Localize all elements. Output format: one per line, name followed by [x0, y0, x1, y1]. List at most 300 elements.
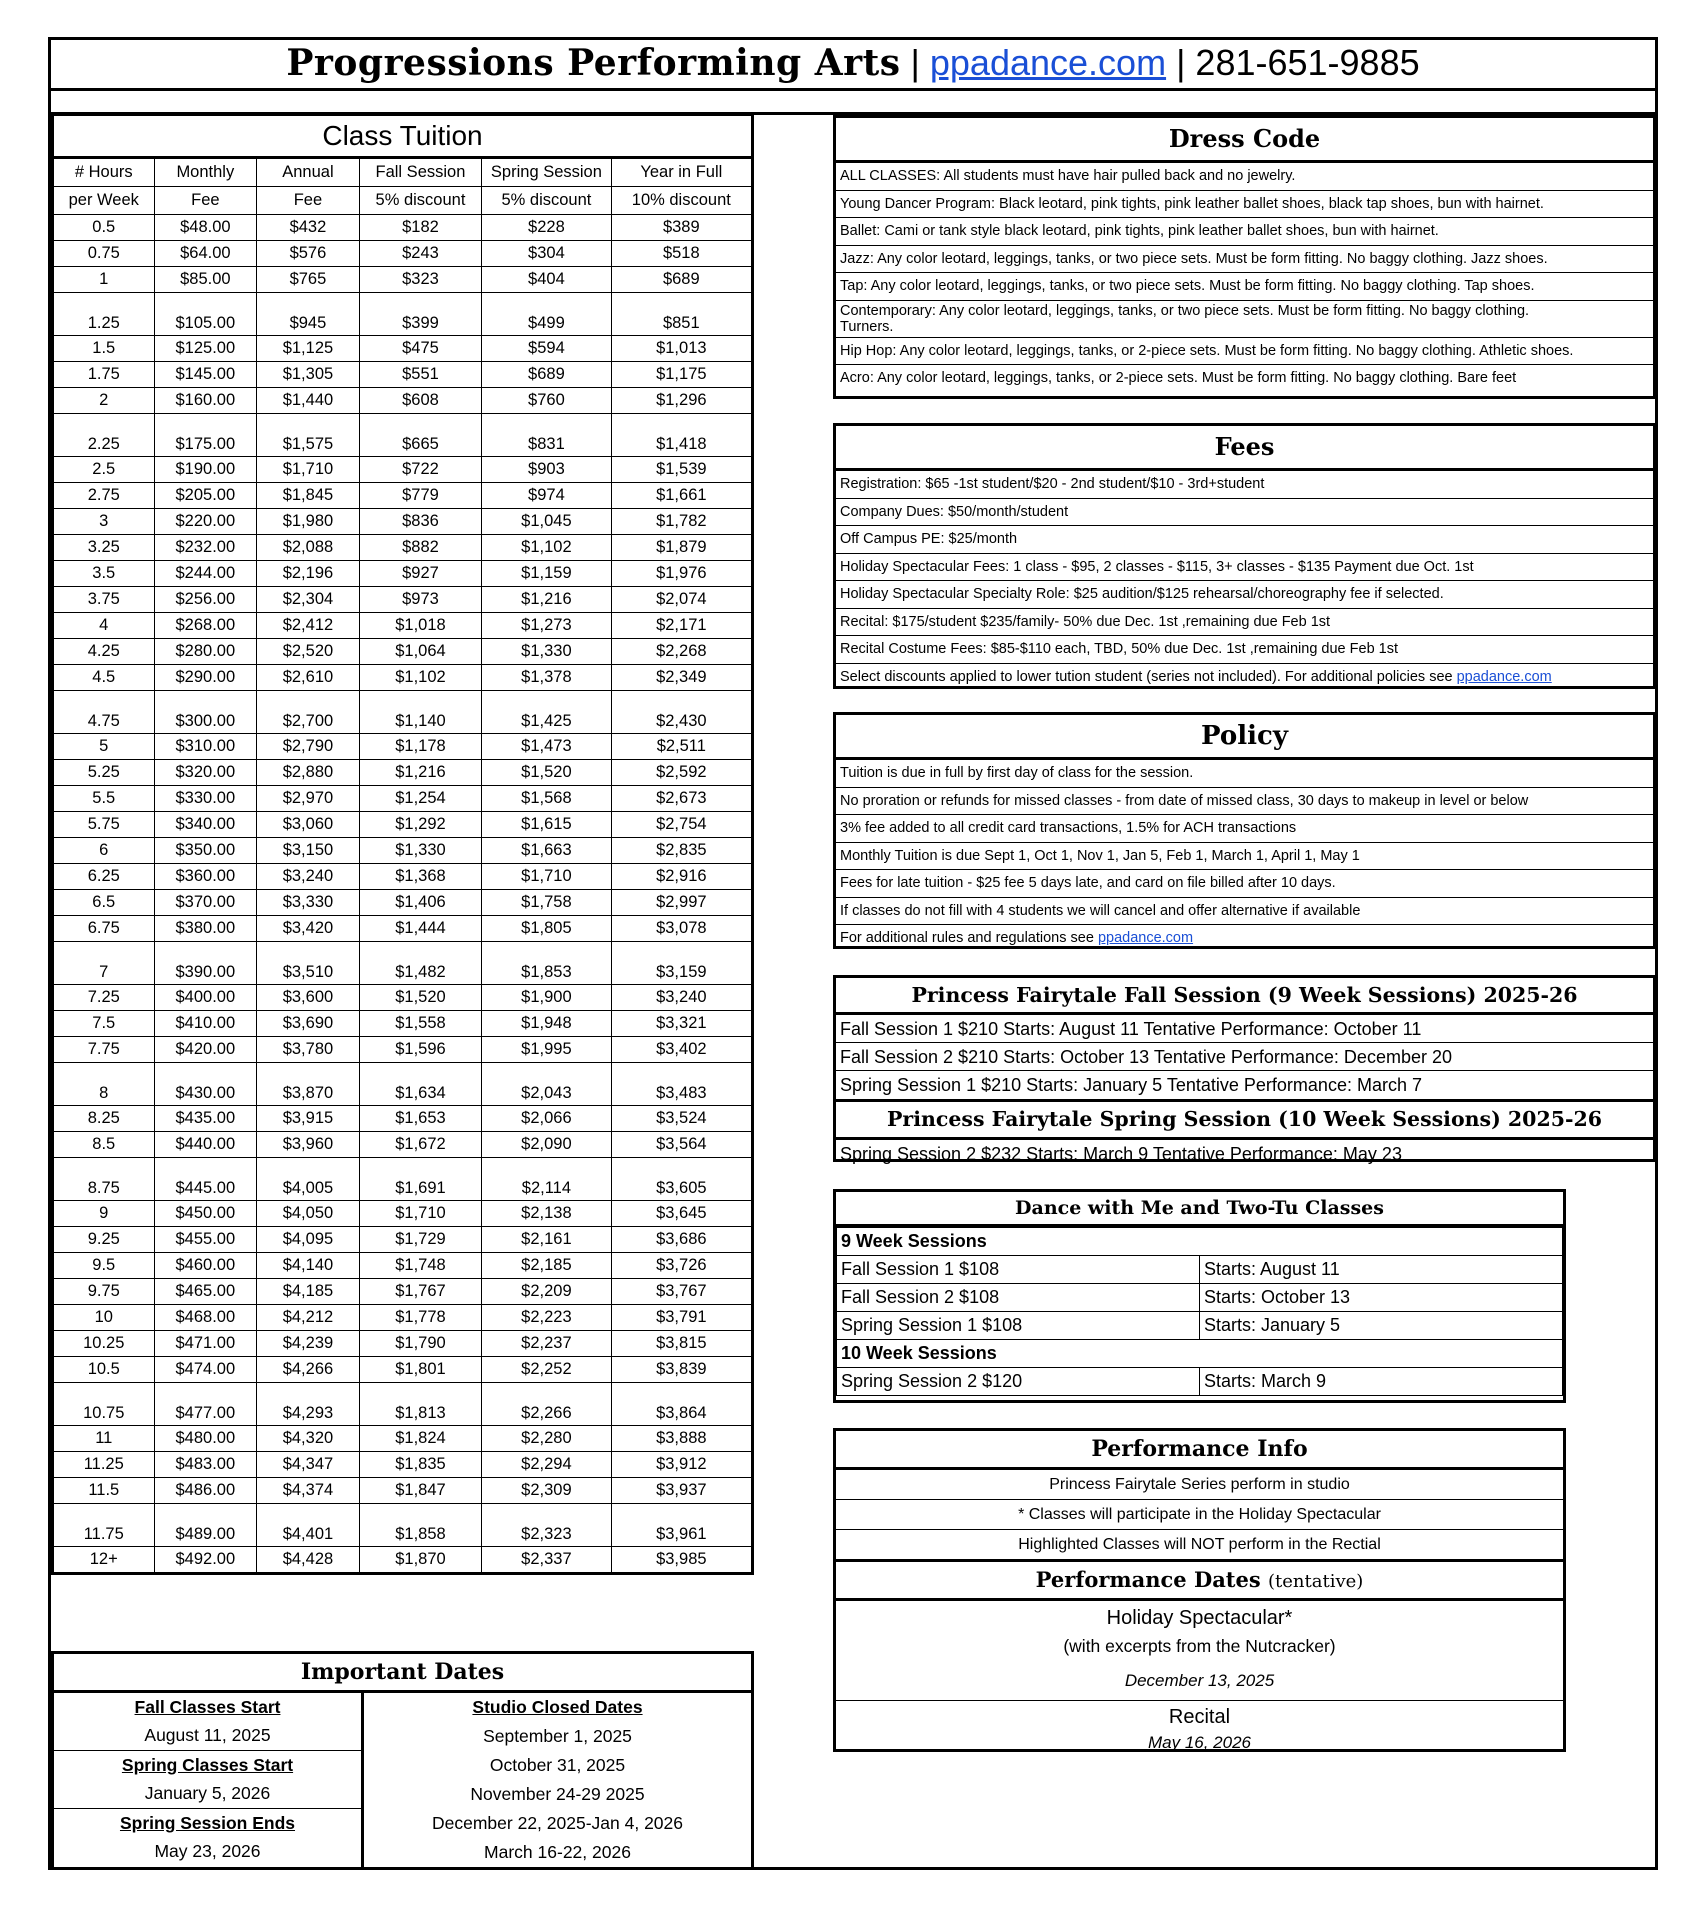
tuition-cell: $2,880 — [257, 760, 360, 786]
tuition-cell: $1,824 — [359, 1426, 481, 1452]
tuition-cell: $4,239 — [257, 1331, 360, 1357]
dance-with-me-subheader-cell: 9 Week Sessions — [837, 1228, 1563, 1256]
fees-discount-text: Select discounts applied to lower tution student (series not included). For additional policies see — [840, 668, 1457, 685]
tuition-cell: 4.25 — [53, 639, 155, 665]
tuition-cell: $455.00 — [154, 1227, 257, 1253]
tuition-cell: $3,483 — [611, 1063, 752, 1106]
tuition-header-row — [53, 187, 753, 215]
tuition-cell: $1,790 — [359, 1331, 481, 1357]
tuition-cell: 8.5 — [53, 1132, 155, 1158]
tuition-cell: $1,216 — [359, 760, 481, 786]
tuition-cell: $489.00 — [154, 1504, 257, 1547]
tuition-cell: $2,430 — [611, 691, 752, 734]
tuition-cell: $3,864 — [611, 1383, 752, 1426]
tuition-cell: $190.00 — [154, 457, 257, 483]
tuition-header-cell: Monthly — [154, 158, 257, 187]
important-date-value: March 16-22, 2026 — [484, 1842, 631, 1862]
tuition-cell: $2,266 — [482, 1383, 611, 1426]
tuition-cell: $1,634 — [359, 1063, 481, 1106]
tuition-row — [53, 1547, 753, 1574]
tuition-cell: $1,672 — [359, 1132, 481, 1158]
tuition-cell: 9.25 — [53, 1227, 155, 1253]
tuition-cell: $1,691 — [359, 1158, 481, 1201]
tuition-cell: $1,900 — [482, 985, 611, 1011]
tuition-cell: $4,320 — [257, 1426, 360, 1452]
tuition-cell: $440.00 — [154, 1132, 257, 1158]
tuition-cell: $389 — [611, 215, 752, 241]
tuition-cell: $4,095 — [257, 1227, 360, 1253]
tuition-cell: $330.00 — [154, 786, 257, 812]
tuition-cell: $380.00 — [154, 916, 257, 942]
tuition-cell: 8.25 — [53, 1106, 155, 1132]
performance-lines — [836, 1470, 1563, 1559]
tuition-cell: $3,780 — [257, 1037, 360, 1063]
tuition-row — [53, 1279, 753, 1305]
tuition-cell: $1,520 — [482, 760, 611, 786]
important-date-heading: Spring Classes Start — [121, 1755, 294, 1775]
dance-with-me-subheader — [837, 1228, 1563, 1256]
tuition-cell: $310.00 — [154, 734, 257, 760]
tuition-cell: $350.00 — [154, 838, 257, 864]
tuition-cell: $2,280 — [482, 1426, 611, 1452]
tuition-cell: 9.5 — [53, 1253, 155, 1279]
important-date-value: December 22, 2025-Jan 4, 2026 — [432, 1813, 683, 1833]
tuition-row — [53, 1383, 753, 1426]
holiday-name: Holiday Spectacular* — [1106, 1607, 1293, 1629]
tuition-cell: $1,976 — [611, 561, 752, 587]
tuition-cell: $2,090 — [482, 1132, 611, 1158]
phone-number: 281-651-9885 — [1195, 42, 1420, 83]
dance-with-me-cell: Starts: August 11 — [1200, 1256, 1563, 1284]
recital-name: Recital — [1168, 1706, 1231, 1728]
tuition-cell: 3 — [53, 509, 155, 535]
tuition-cell: $2,349 — [611, 665, 752, 691]
tuition-cell: $3,524 — [611, 1106, 752, 1132]
important-date-value: August 11, 2025 — [54, 1721, 361, 1751]
tuition-cell: $105.00 — [154, 293, 257, 336]
tuition-cell: $125.00 — [154, 336, 257, 362]
tuition-cell: $300.00 — [154, 691, 257, 734]
tuition-cell: $1,368 — [359, 864, 481, 890]
tuition-row — [53, 760, 753, 786]
tuition-cell: $1,858 — [359, 1504, 481, 1547]
tuition-cell: $1,558 — [359, 1011, 481, 1037]
tuition-cell: $1,444 — [359, 916, 481, 942]
tuition-cell: $2,294 — [482, 1452, 611, 1478]
tuition-cell: $1,292 — [359, 812, 481, 838]
fees-item: Registration: $65 -1st student/$20 - 2nd student/$10 - 3rd+student — [836, 471, 1653, 499]
tuition-cell: 1.75 — [53, 362, 155, 388]
fees-title: Fees — [836, 426, 1653, 471]
princess-spring-title: Princess Fairytale Spring Session (10 Week Sessions) 2025-26 — [836, 1099, 1653, 1140]
dress-code-item: Tap: Any color leotard, leggings, tanks, or two piece sets. Must be form fitting. No baggy clothing. Tap shoes. — [836, 273, 1653, 301]
tuition-cell: $480.00 — [154, 1426, 257, 1452]
performance-section — [833, 1428, 1566, 1752]
tuition-cell: $551 — [359, 362, 481, 388]
tuition-cell: 10 — [53, 1305, 155, 1331]
princess-fall-item: Fall Session 2 $210 Starts: October 13 Tentative Performance: December 20 — [836, 1043, 1653, 1071]
tuition-header-cell: Fall Session — [359, 158, 481, 187]
dress-code-item: ALL CLASSES: All students must have hair pulled back and no jewelry. — [836, 163, 1653, 191]
tuition-cell: $1,330 — [359, 838, 481, 864]
tuition-cell: $399 — [359, 293, 481, 336]
tuition-cell: $2,161 — [482, 1227, 611, 1253]
dress-code-item: Acro: Any color leotard, leggings, tanks, or 2-piece sets. Must be form fitting. No baggy clothing. Bare feet — [840, 370, 1517, 386]
tuition-cell: $3,912 — [611, 1452, 752, 1478]
tuition-cell: $1,216 — [482, 587, 611, 613]
fees-item: Recital Costume Fees: $85-$110 each, TBD, 50% due Dec. 1st ,remaining due Feb 1st — [836, 636, 1653, 664]
tuition-row — [53, 691, 753, 734]
tuition-cell: $1,013 — [611, 336, 752, 362]
tuition-cell: $3,839 — [611, 1357, 752, 1383]
tuition-cell: $2,209 — [482, 1279, 611, 1305]
tuition-cell: 6.5 — [53, 890, 155, 916]
tuition-cell: 7.25 — [53, 985, 155, 1011]
tuition-cell: $2,997 — [611, 890, 752, 916]
tuition-cell: $1,473 — [482, 734, 611, 760]
tuition-cell: $3,645 — [611, 1201, 752, 1227]
tuition-cell: $3,060 — [257, 812, 360, 838]
tuition-cell: $465.00 — [154, 1279, 257, 1305]
tuition-cell: $4,266 — [257, 1357, 360, 1383]
holiday-date: December 13, 2025 — [1124, 1671, 1275, 1690]
fees-item: Off Campus PE: $25/month — [836, 526, 1653, 554]
tuition-cell: $1,845 — [257, 483, 360, 509]
fees-item — [836, 664, 1653, 692]
tuition-cell: $1,948 — [482, 1011, 611, 1037]
tuition-cell: $2,043 — [482, 1063, 611, 1106]
tuition-cell: $1,159 — [482, 561, 611, 587]
important-date-heading: Studio Closed Dates — [472, 1697, 643, 1717]
important-date-heading: Spring Session Ends — [119, 1813, 296, 1833]
dance-with-me-cell: Starts: January 5 — [1200, 1312, 1563, 1340]
tuition-cell: $2,610 — [257, 665, 360, 691]
header-separator: | — [900, 42, 930, 83]
tuition-cell: $1,653 — [359, 1106, 481, 1132]
tuition-cell: 10.75 — [53, 1383, 155, 1426]
tuition-cell: $945 — [257, 293, 360, 336]
tuition-cell: $445.00 — [154, 1158, 257, 1201]
tuition-row — [53, 1331, 753, 1357]
tuition-cell: 12+ — [53, 1547, 155, 1574]
tuition-row — [53, 1201, 753, 1227]
tuition-table — [51, 115, 754, 1575]
important-date-value: October 31, 2025 — [489, 1755, 626, 1775]
performance-dates-label: Performance Dates — [1035, 1567, 1261, 1592]
tuition-cell: $4,050 — [257, 1201, 360, 1227]
tuition-cell: $3,605 — [611, 1158, 752, 1201]
tuition-cell: $486.00 — [154, 1478, 257, 1504]
tuition-cell: $760 — [482, 388, 611, 414]
tuition-cell: $665 — [359, 414, 481, 457]
tuition-cell: $2,970 — [257, 786, 360, 812]
dance-with-me-cell: Starts: October 13 — [1200, 1284, 1563, 1312]
tuition-cell: $1,140 — [359, 691, 481, 734]
tuition-row — [53, 414, 753, 457]
tuition-row — [53, 1011, 753, 1037]
tuition-cell: $2,592 — [611, 760, 752, 786]
important-date-value: November 24-29 2025 — [470, 1784, 645, 1804]
tuition-header-cell: Fee — [154, 187, 257, 215]
tuition-cell: $243 — [359, 241, 481, 267]
tuition-cell: $244.00 — [154, 561, 257, 587]
tuition-row — [53, 1063, 753, 1106]
important-dates-section — [51, 1651, 754, 1867]
tuition-cell: $3,420 — [257, 916, 360, 942]
tuition-cell: $1,482 — [359, 942, 481, 985]
tuition-cell: $2,673 — [611, 786, 752, 812]
tuition-cell: $3,150 — [257, 838, 360, 864]
tuition-cell: $182 — [359, 215, 481, 241]
tuition-cell: $3,078 — [611, 916, 752, 942]
tuition-cell: $1,663 — [482, 838, 611, 864]
tuition-cell: $3,402 — [611, 1037, 752, 1063]
tuition-row — [53, 1452, 753, 1478]
policy-item: Tuition is due in full by first day of class for the session. — [836, 760, 1653, 788]
tuition-cell: $175.00 — [154, 414, 257, 457]
tuition-cell: $4,428 — [257, 1547, 360, 1574]
tuition-cell: $3,330 — [257, 890, 360, 916]
tuition-cell: $48.00 — [154, 215, 257, 241]
tuition-cell: $1,879 — [611, 535, 752, 561]
tuition-cell: $85.00 — [154, 267, 257, 293]
policy-item: If classes do not fill with 4 students we will cancel and offer alternative if available — [836, 898, 1653, 926]
tuition-cell: $1,729 — [359, 1227, 481, 1253]
tuition-cell: 2.75 — [53, 483, 155, 509]
important-date-value: May 23, 2026 — [154, 1841, 261, 1861]
tuition-cell: $4,293 — [257, 1383, 360, 1426]
tuition-cell: $1,710 — [359, 1201, 481, 1227]
tuition-title: Class Tuition — [53, 116, 753, 158]
tuition-cell: $4,401 — [257, 1504, 360, 1547]
tuition-cell: 10.5 — [53, 1357, 155, 1383]
tuition-cell: 6 — [53, 838, 155, 864]
tuition-cell: $831 — [482, 414, 611, 457]
website-link[interactable]: ppadance.com — [929, 42, 1167, 83]
tuition-row — [53, 1305, 753, 1331]
tuition-cell: $2,196 — [257, 561, 360, 587]
tuition-cell: 11.75 — [53, 1504, 155, 1547]
princess-fall-list — [836, 1015, 1653, 1099]
tuition-cell: $1,980 — [257, 509, 360, 535]
tuition-cell: $3,600 — [257, 985, 360, 1011]
tuition-cell: $3,321 — [611, 1011, 752, 1037]
holiday-note: (with excerpts from the Nutcracker) — [1063, 1636, 1336, 1656]
tuition-row — [53, 362, 753, 388]
tuition-header-cell: 5% discount — [359, 187, 481, 215]
tuition-cell: $2,252 — [482, 1357, 611, 1383]
tuition-cell: 3.75 — [53, 587, 155, 613]
fees-policy-link[interactable]: ppadance.com — [1456, 668, 1552, 685]
tuition-cell: 8.75 — [53, 1158, 155, 1201]
tuition-cell: $1,710 — [257, 457, 360, 483]
tuition-cell: 9.75 — [53, 1279, 155, 1305]
tuition-cell: $608 — [359, 388, 481, 414]
tuition-row — [53, 1504, 753, 1547]
tuition-cell: $3,690 — [257, 1011, 360, 1037]
tuition-cell: $1,406 — [359, 890, 481, 916]
header-spacer — [48, 91, 1658, 115]
tuition-cell: $360.00 — [154, 864, 257, 890]
tuition-cell: $400.00 — [154, 985, 257, 1011]
tuition-cell: 6.25 — [53, 864, 155, 890]
tuition-cell: $1,425 — [482, 691, 611, 734]
tuition-cell: $256.00 — [154, 587, 257, 613]
tuition-cell: $765 — [257, 267, 360, 293]
tuition-cell: $64.00 — [154, 241, 257, 267]
policy-item: Fees for late tuition - $25 fee 5 days late, and card on file billed after 10 days. — [836, 870, 1653, 898]
page-header — [48, 37, 1658, 91]
tuition-header-row — [53, 158, 753, 187]
tuition-cell: $2,790 — [257, 734, 360, 760]
dress-code-list — [836, 163, 1653, 393]
dance-with-me-section — [833, 1189, 1566, 1403]
tuition-cell: $232.00 — [154, 535, 257, 561]
tuition-cell: $304 — [482, 241, 611, 267]
tuition-cell: $722 — [359, 457, 481, 483]
tuition-cell: $594 — [482, 336, 611, 362]
tuition-cell: $851 — [611, 293, 752, 336]
dress-code-section — [833, 115, 1656, 399]
tuition-row — [53, 457, 753, 483]
tuition-row — [53, 587, 753, 613]
tuition-cell: 11 — [53, 1426, 155, 1452]
dance-with-me-cell: Spring Session 1 $108 — [837, 1312, 1200, 1340]
tuition-cell: 2 — [53, 388, 155, 414]
tuition-cell: $836 — [359, 509, 481, 535]
tuition-row — [53, 267, 753, 293]
tuition-cell: $1,813 — [359, 1383, 481, 1426]
princess-fall-item: Spring Session 1 $210 Starts: January 5 Tentative Performance: March 7 — [840, 1075, 1422, 1095]
tuition-cell: 5 — [53, 734, 155, 760]
tuition-cell: 4.75 — [53, 691, 155, 734]
tuition-row — [53, 1227, 753, 1253]
tuition-cell: $1,995 — [482, 1037, 611, 1063]
tuition-header-cell: per Week — [53, 187, 155, 215]
tuition-cell: $1,102 — [482, 535, 611, 561]
tuition-cell: $268.00 — [154, 613, 257, 639]
tuition-row — [53, 942, 753, 985]
tuition-cell: $1,330 — [482, 639, 611, 665]
tuition-row — [53, 1426, 753, 1452]
tuition-cell: $340.00 — [154, 812, 257, 838]
tuition-row — [53, 1158, 753, 1201]
tuition-header-cell: # Hours — [53, 158, 155, 187]
tuition-cell: $2,066 — [482, 1106, 611, 1132]
tuition-cell: $1,418 — [611, 414, 752, 457]
policy-rules-link[interactable]: ppadance.com — [1097, 930, 1194, 946]
dance-with-me-row — [837, 1256, 1563, 1284]
tuition-cell: $483.00 — [154, 1452, 257, 1478]
tuition-cell: 1.5 — [53, 336, 155, 362]
tuition-cell: $2,304 — [257, 587, 360, 613]
policy-item — [836, 925, 1653, 953]
tuition-cell: 0.75 — [53, 241, 155, 267]
tuition-cell: 3.5 — [53, 561, 155, 587]
performance-dates-title — [836, 1559, 1563, 1601]
tuition-cell: $290.00 — [154, 665, 257, 691]
tuition-cell: $4,347 — [257, 1452, 360, 1478]
tuition-cell: $450.00 — [154, 1201, 257, 1227]
tuition-cell: $2,511 — [611, 734, 752, 760]
tuition-cell: $1,847 — [359, 1478, 481, 1504]
tuition-cell: $4,140 — [257, 1253, 360, 1279]
tuition-cell: $1,782 — [611, 509, 752, 535]
tuition-row — [53, 734, 753, 760]
tuition-cell: $3,985 — [611, 1547, 752, 1574]
tuition-cell: $477.00 — [154, 1383, 257, 1426]
tuition-cell: $1,870 — [359, 1547, 481, 1574]
tuition-cell: 7.75 — [53, 1037, 155, 1063]
tuition-cell: $1,767 — [359, 1279, 481, 1305]
policy-section — [833, 712, 1656, 949]
tuition-cell: 1.25 — [53, 293, 155, 336]
fees-item: Holiday Spectacular Specialty Role: $25 audition/$125 rehearsal/choreography fee if selected. — [836, 581, 1653, 609]
tuition-cell: $4,212 — [257, 1305, 360, 1331]
tuition-row — [53, 864, 753, 890]
dance-with-me-row — [837, 1284, 1563, 1312]
tuition-row — [53, 535, 753, 561]
tuition-cell: $1,575 — [257, 414, 360, 457]
tuition-cell: $1,539 — [611, 457, 752, 483]
tuition-cell: $2,835 — [611, 838, 752, 864]
tuition-cell: 7.5 — [53, 1011, 155, 1037]
tuition-row — [53, 388, 753, 414]
tuition-cell: $2,237 — [482, 1331, 611, 1357]
tuition-cell: 4.5 — [53, 665, 155, 691]
princess-fall-item: Fall Session 1 $210 Starts: August 11 Tentative Performance: October 11 — [836, 1015, 1653, 1043]
tuition-cell: $1,125 — [257, 336, 360, 362]
tuition-cell: $390.00 — [154, 942, 257, 985]
tuition-cell: $2,412 — [257, 613, 360, 639]
tuition-cell: $3,564 — [611, 1132, 752, 1158]
tuition-cell: 9 — [53, 1201, 155, 1227]
tuition-cell: 6.75 — [53, 916, 155, 942]
princess-spring-list — [836, 1140, 1653, 1168]
tuition-row — [53, 293, 753, 336]
tuition-cell: $3,510 — [257, 942, 360, 985]
performance-dates-suffix: (tentative) — [1268, 1571, 1364, 1592]
tuition-cell: $474.00 — [154, 1357, 257, 1383]
tuition-row — [53, 1106, 753, 1132]
tuition-cell: 5.75 — [53, 812, 155, 838]
tuition-cell: $205.00 — [154, 483, 257, 509]
dress-code-item: Hip Hop: Any color leotard, leggings, tanks, or 2-piece sets. Must be form fitting. No baggy clothing. Athletic shoes. — [836, 338, 1653, 366]
dress-code-item: Turners. — [836, 320, 1653, 338]
tuition-cell: $320.00 — [154, 760, 257, 786]
tuition-cell: $145.00 — [154, 362, 257, 388]
tuition-cell: $1,568 — [482, 786, 611, 812]
tuition-cell: $1,045 — [482, 509, 611, 535]
performance-info-line: * Classes will participate in the Holiday Spectacular — [836, 1500, 1563, 1530]
tuition-cell: $404 — [482, 267, 611, 293]
princess-fall-title: Princess Fairytale Fall Session (9 Week Sessions) 2025-26 — [836, 978, 1653, 1015]
tuition-cell: $3,767 — [611, 1279, 752, 1305]
tuition-cell: $927 — [359, 561, 481, 587]
holiday-spectacular-block — [836, 1601, 1563, 1701]
tuition-row — [53, 241, 753, 267]
tuition-header-cell: Year in Full — [611, 158, 752, 187]
tuition-cell: $3,240 — [257, 864, 360, 890]
tuition-cell: $4,374 — [257, 1478, 360, 1504]
tuition-cell: $2,171 — [611, 613, 752, 639]
tuition-row — [53, 838, 753, 864]
fees-section — [833, 423, 1656, 689]
important-dates-left — [54, 1693, 364, 1867]
tuition-cell: $1,758 — [482, 890, 611, 916]
tuition-cell: $1,853 — [482, 942, 611, 985]
tuition-header-cell: 10% discount — [611, 187, 752, 215]
